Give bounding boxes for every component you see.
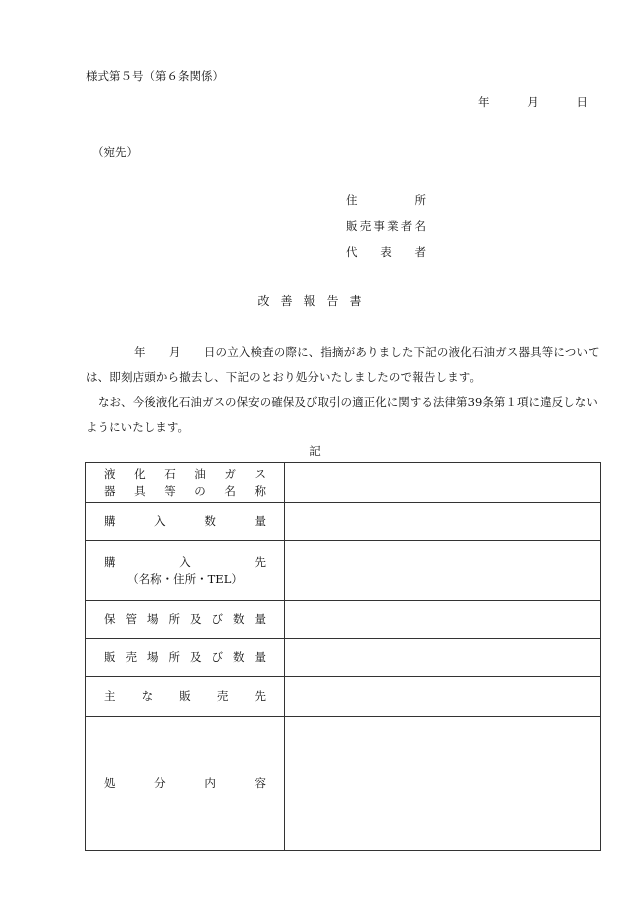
table-row [86,503,601,541]
row-label-item-name [86,463,285,503]
sender-business-name-label: 販 売 事 業 者 名 [346,219,426,233]
label-line: 保 管 場 所 及 び 数 量 [104,612,266,626]
date-year-label: 年 [478,95,490,109]
table-row [86,639,601,677]
date-line [478,94,588,110]
label-line: 主 な 販 売 先 [104,689,266,703]
label-line: 処 分 内 容 [104,776,266,790]
row-label-supplier [86,541,285,601]
table-row [86,601,601,639]
value-cell-purchase-quantity[interactable] [285,503,601,541]
label-line: 購 入 数 量 [104,514,266,528]
value-cell-disposal-details[interactable] [285,717,601,851]
label-subline: （名称・住所・TEL） [127,571,243,586]
body-text [86,340,606,440]
report-details-table [85,462,601,851]
sender-block [346,192,426,270]
date-day-label: 日 [576,95,588,109]
label-line: 液 化 石 油 ガ ス [104,466,266,481]
value-cell-supplier[interactable] [285,541,601,601]
row-label-purchase-quantity [86,503,285,541]
value-cell-item-name[interactable] [285,463,601,503]
table-row [86,717,601,851]
row-label-main-customers [86,677,285,717]
body-paragraph-1: 年 月 日の立入検査の際に、指摘がありました下記の液化石油ガス器具等については、即刻店頭から撤去し、下記のとおり処分いたしましたので報告します。 [86,345,600,384]
row-label-disposal-details [86,717,285,851]
value-cell-main-customers[interactable] [285,677,601,717]
label-line: 器 具 等 の 名 称 [104,483,266,498]
addressee: （宛先） [92,145,138,159]
ki-heading: 記 [309,444,321,458]
label-line: 販 売 場 所 及 び 数 量 [104,650,266,664]
body-paragraph-2: なお、今後液化石油ガスの保安の確保及び取引の適正化に関する法律第39条第１項に違反しないようにいたします。 [86,395,598,434]
label-line: 購 入 先 [104,554,266,569]
value-cell-storage-location[interactable] [285,601,601,639]
table-row [86,463,601,503]
document-title: 改善報告書 [257,294,373,308]
sender-address-label: 住 所 [346,193,426,207]
row-label-sales-location [86,639,285,677]
value-cell-sales-location[interactable] [285,639,601,677]
row-label-storage-location [86,601,285,639]
form-number: 様式第５号（第６条関係） [86,69,224,83]
table-row [86,541,601,601]
date-month-label: 月 [527,95,539,109]
sender-representative-label: 代 表 者 [346,245,426,259]
table-row [86,677,601,717]
